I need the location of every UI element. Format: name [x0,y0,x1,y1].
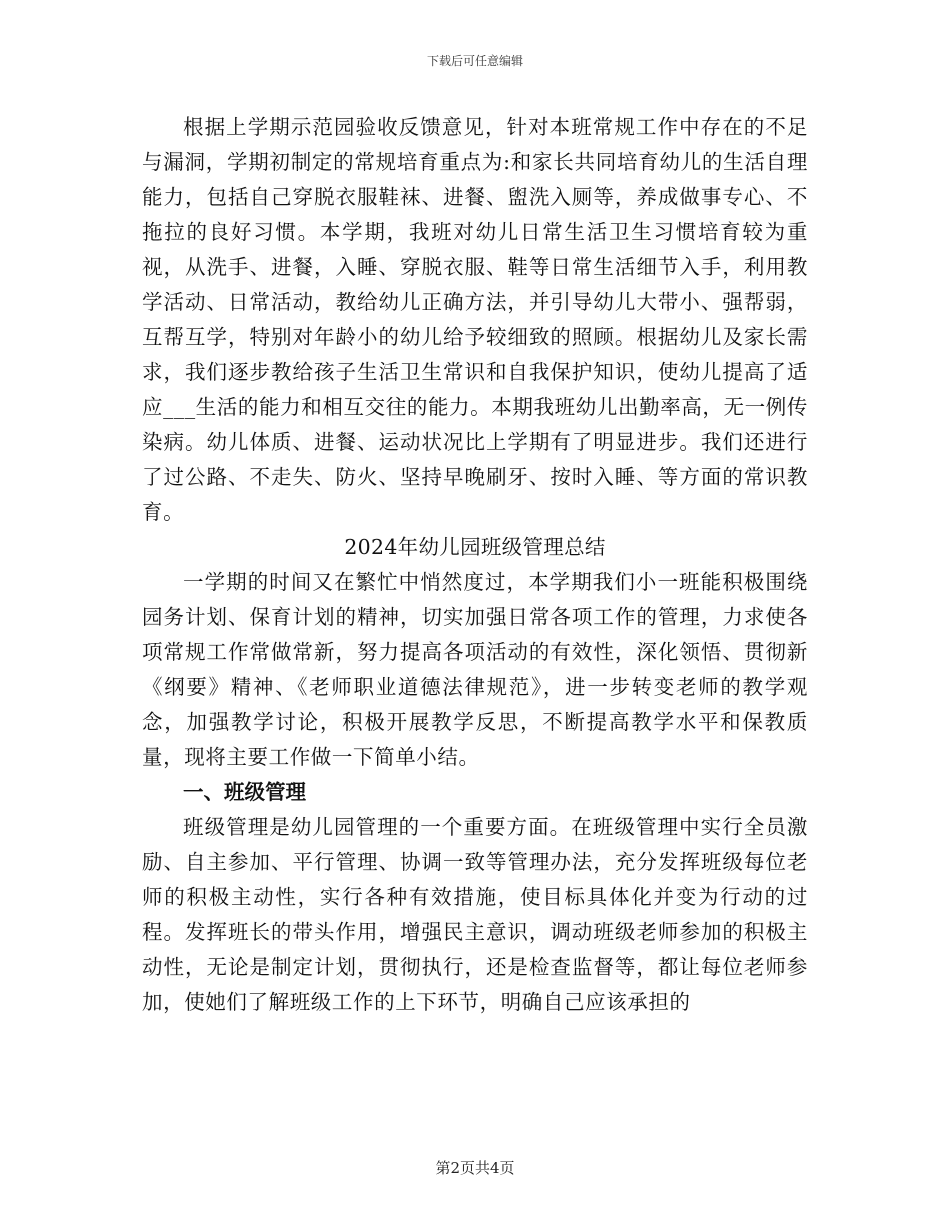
document-title: 2024年幼儿园班级管理总结 [344,535,606,559]
paragraph-introduction: 一学期的时间又在繁忙中悄然度过，本学期我们小一班能积极围绕园务计划、保育计划的精神，切实加强日常各项工作的管理，力求使各项常规工作常做常新，努力提高各项活动的有效性，深化领悟、贯彻新《纲要》精神、《老师职业道德法律规范》，进一步转变老师的教学观念，加强教学讨论，积极开展教学反思，不断提高教学水平和保教质量，现将主要工作做一下简单小结。 [142,570,808,769]
document-body [142,110,808,1020]
page-header-note: 下载后可任意编辑 [426,54,523,68]
page-number: 第2页共4页 [435,1159,515,1177]
section-heading-class-management: 一、班级管理 [183,780,306,804]
paragraph-class-management: 班级管理是幼儿园管理的一个重要方面。在班级管理中实行全员激励、自主参加、平行管理、协调一致等管理办法，充分发挥班级每位老师的积极主动性，实行各种有效措施，使目标具体化并变为行动的过程。发挥班长的带头作用，增强民主意识，调动班级老师参加的积极主动性，无论是制定计划，贯彻执行，还是检查监督等，都让每位老师参加，使她们了解班级工作的上下环节，明确自己应该承担的 [142,815,808,1014]
paragraph-routine-care: 根据上学期示范园验收反馈意见，针对本班常规工作中存在的不足与漏洞，学期初制定的常规培育重点为:和家长共同培育幼儿的生活自理能力，包括自己穿脱衣服鞋袜、进餐、盥洗入厕等，养成做事专心、不拖拉的良好习惯。本学期，我班对幼儿日常生活卫生习惯培育较为重视，从洗手、进餐，入睡、穿脱衣服、鞋等日常生活细节入手，利用教学活动、日常活动，教给幼儿正确方法，并引导幼儿大带小、强帮弱，互帮互学，特别对年龄小的幼儿给予较细致的照顾。根据幼儿及家长需求，我们逐步教给孩子生活卫生常识和自我保护知识，使幼儿提高了适应___生活的能力和相互交往的能力。本期我班幼儿出勤率高，无一例传染病。幼儿体质、进餐、运动状况比上学期有了明显进步。我们还进行了过公路、不走失、防火、坚持早晚刷牙、按时入睡、等方面的常识教育。 [142,115,808,524]
